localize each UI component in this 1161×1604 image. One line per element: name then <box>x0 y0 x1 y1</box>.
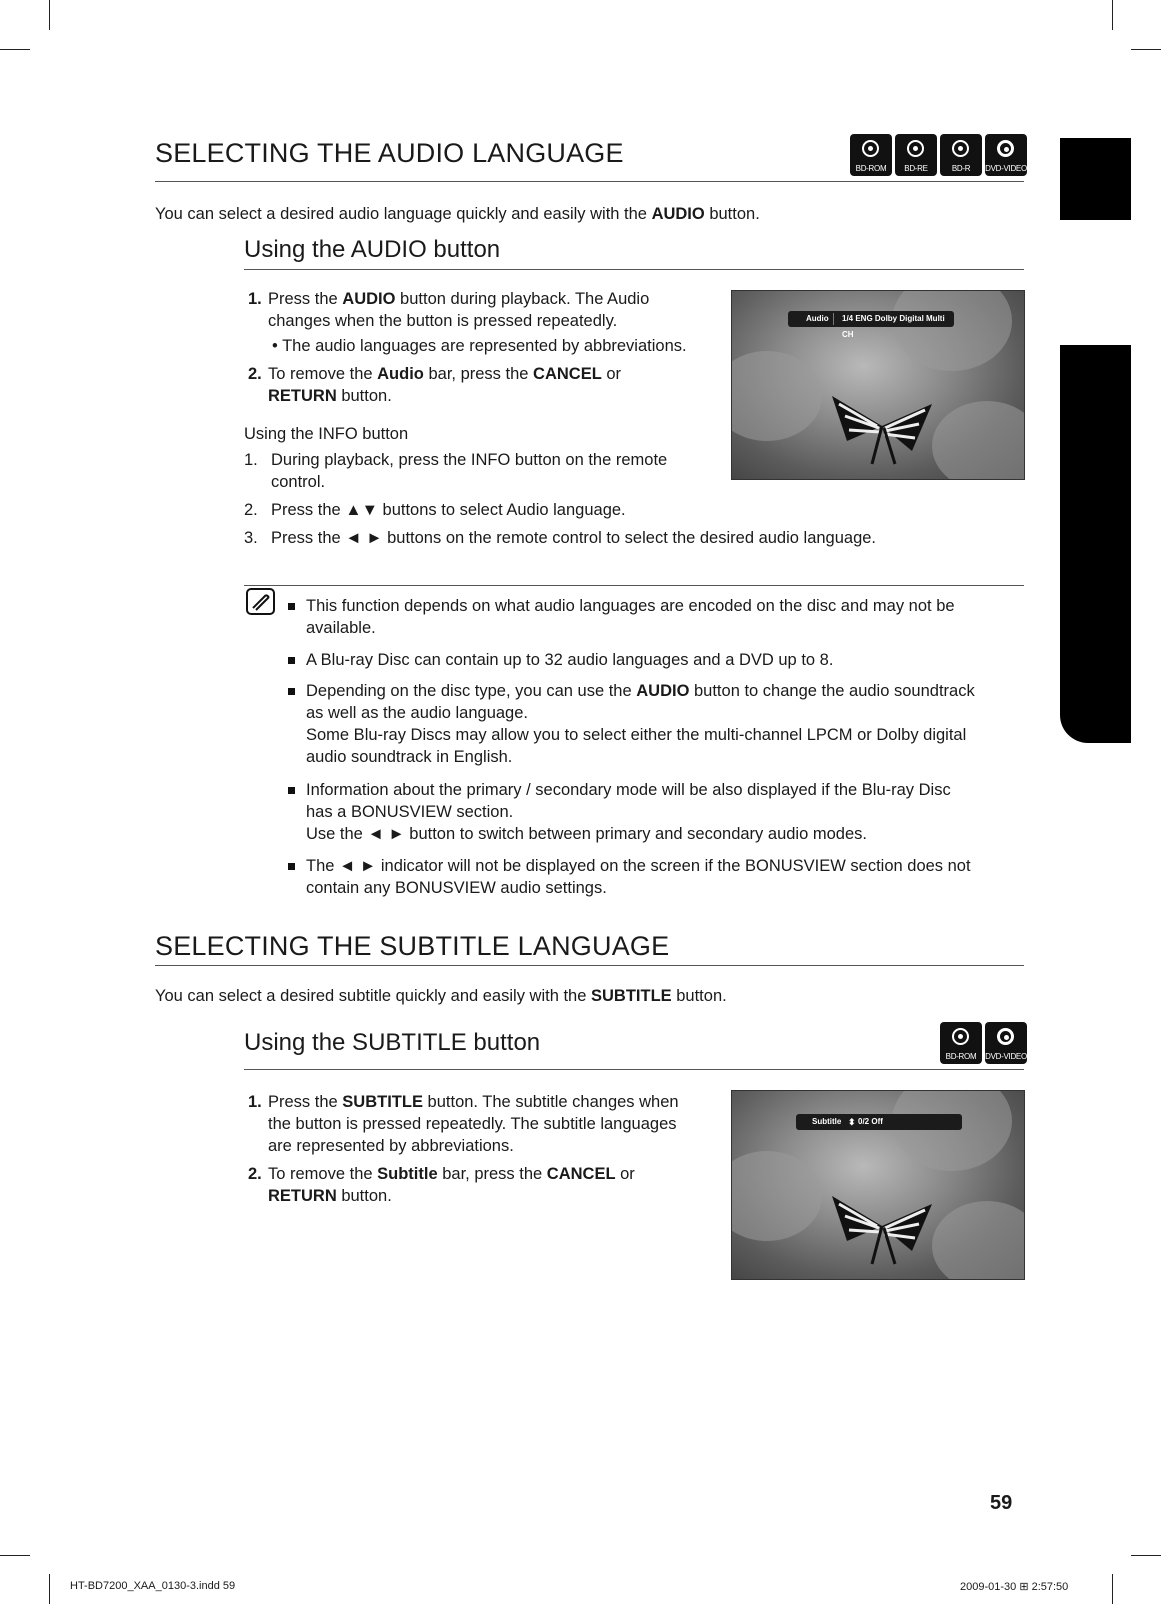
step-2: 2. To remove the Audio bar, press the CANCEL or RETURN button. <box>248 365 622 405</box>
audio-osd-bar: Audio 1/4 ENG Dolby Digital Multi CH <box>788 311 954 327</box>
bd-r-disc-icon: BD-R <box>940 134 982 176</box>
crop-mark <box>0 49 30 50</box>
crop-mark <box>1112 0 1113 30</box>
subtitle-osd-screenshot <box>731 1090 1025 1280</box>
butterfly-image <box>827 386 937 466</box>
dvd-video-disc-icon: DVD-VIDEO <box>985 1022 1027 1064</box>
bd-rom-disc-icon: BD-ROM <box>850 134 892 176</box>
note-item: Depending on the disc type, you can use the AUDIO button to change the audio soundtrack as well as the audio language. Some Blu-ray Discs may allow you to select either the multi-channel LPCM or Dolby digital audio soundtrack in English. <box>306 680 1026 768</box>
chapter-tab <box>1060 138 1131 220</box>
dvd-video-disc-icon: DVD-VIDEO <box>985 134 1027 176</box>
footer-timestamp: 2009-01-30 ⊞ 2:57:50 <box>960 1581 1069 1593</box>
divider <box>155 965 1024 966</box>
divider <box>155 181 1024 182</box>
step-1: 1. Press the AUDIO button during playback. The Audio changes when the button is pressed repeatedly. • The audio languages are represented by abbreviations. <box>248 290 687 355</box>
audio-button-subtitle: Using the AUDIO button <box>244 236 501 263</box>
note-icon <box>246 588 276 616</box>
subtitle-button-subtitle: Using the SUBTITLE button <box>244 1029 541 1056</box>
divider <box>244 585 1024 586</box>
audio-steps <box>248 288 708 407</box>
footer-file: HT-BD7200_XAA_0130-3.indd 59 <box>70 1580 236 1592</box>
section-title-subtitle: SELECTING THE SUBTITLE LANGUAGE <box>155 931 670 961</box>
info-step-3: 3. Press the ◄ ► buttons on the remote control to select the desired audio language. <box>244 529 877 547</box>
page-number: 59 <box>990 1492 1013 1514</box>
subtitle-steps <box>248 1091 718 1207</box>
divider <box>244 269 1024 270</box>
section-tab <box>1060 345 1131 743</box>
note-item: Information about the primary / secondary mode will be also displayed if the Blu-ray Disc has a BONUSVIEW section. Use the ◄ ► button to switch between primary and secondary audio modes. <box>306 779 1026 845</box>
crop-mark <box>49 0 50 30</box>
crop-mark <box>1131 49 1161 50</box>
section-title-audio: SELECTING THE AUDIO LANGUAGE <box>155 138 624 168</box>
divider <box>244 1069 1024 1070</box>
butterfly-image <box>827 1186 937 1266</box>
bd-rom-disc-icon: BD-ROM <box>940 1022 982 1064</box>
bd-re-disc-icon: BD-RE <box>895 134 937 176</box>
subtitle-intro: You can select a desired subtitle quickly and easily with the SUBTITLE button. <box>155 987 727 1005</box>
crop-mark <box>1112 1574 1113 1604</box>
up-down-arrows-icon: ⬍ <box>848 1117 856 1127</box>
crop-mark <box>0 1555 30 1556</box>
crop-mark <box>49 1574 50 1604</box>
step-2: 2. To remove the Subtitle bar, press the CANCEL or RETURN button. <box>248 1165 635 1205</box>
disc-icons <box>850 134 1027 176</box>
audio-intro: You can select a desired audio language quickly and easily with the AUDIO button. <box>155 205 760 223</box>
info-step-1: 1. During playback, press the INFO button on the remote control. <box>244 451 668 491</box>
info-button-title: Using the INFO button <box>244 425 409 443</box>
info-step-2: 2. Press the ▲▼ buttons to select Audio language. <box>244 501 626 519</box>
crop-mark <box>1131 1555 1161 1556</box>
step-1: 1. Press the SUBTITLE button. The subtitle changes when the button is pressed repeatedly. The subtitle languages are represented by abbreviations. <box>248 1093 679 1155</box>
audio-osd-screenshot <box>731 290 1025 480</box>
disc-icons <box>940 1022 1025 1064</box>
note-item: This function depends on what audio languages are encoded on the disc and may not be available. <box>306 595 1026 639</box>
subtitle-osd-bar: Subtitle ⬍ 0/2 Off <box>796 1114 962 1130</box>
note-item: A Blu-ray Disc can contain up to 32 audio languages and a DVD up to 8. <box>306 649 1026 671</box>
note-item: The ◄ ► indicator will not be displayed on the screen if the BONUSVIEW section does not contain any BONUSVIEW audio settings. <box>306 855 1026 899</box>
